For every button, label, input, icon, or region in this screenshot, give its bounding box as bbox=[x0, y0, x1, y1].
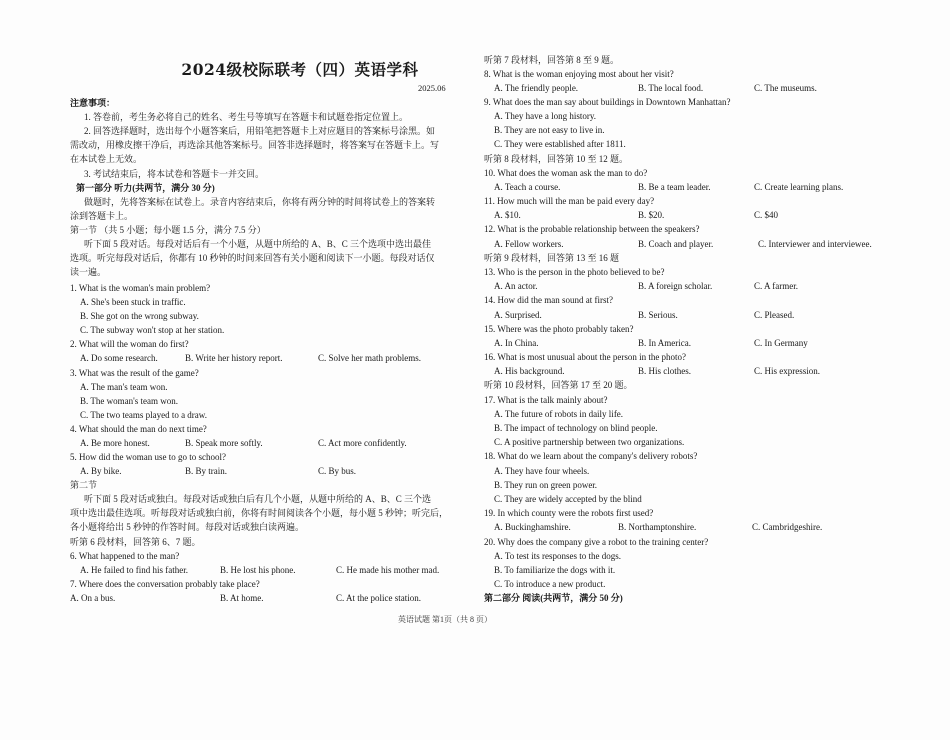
section2-instructions: 各小题将给出 5 秒钟的作答时间。每段对话或独白读两遍。 bbox=[70, 522, 305, 532]
option-c: C. Create learning plans. bbox=[754, 182, 844, 192]
material-instruction: 听第 9 段材料，回答第 13 至 16 题 bbox=[484, 253, 620, 263]
option-a: A. Fellow workers. bbox=[494, 239, 564, 249]
question-stem: 1. What is the woman's main problem? bbox=[70, 283, 211, 293]
option-b: B. Northamptonshire. bbox=[618, 522, 697, 532]
question-stem: 17. What is the talk mainly about? bbox=[484, 395, 608, 405]
option-c: C. By bus. bbox=[318, 466, 357, 476]
option-b: B. In America. bbox=[638, 338, 691, 348]
option-b: B. A foreign scholar. bbox=[638, 281, 713, 291]
part1-intro: 涂到答题卡上。 bbox=[70, 211, 134, 221]
option-a: A. They have four wheels. bbox=[494, 466, 590, 476]
question-stem: 10. What does the woman ask the man to do? bbox=[484, 168, 648, 178]
question-stem: 14. How did the man sound at first? bbox=[484, 295, 613, 305]
note-item: 3. 考试结束后，将本试卷和答题卡一并交回。 bbox=[84, 169, 265, 179]
question-stem: 16. What is most unusual about the person in the photo? bbox=[484, 352, 687, 362]
section1-instructions: 听下面 5 段对话。每段对话后有一个小题，从题中所给的 A、B、C 三个选项中选出最佳 bbox=[84, 239, 432, 249]
question-stem: 5. How did the woman use to go to school? bbox=[70, 452, 226, 462]
option-b: B. To familiarize the dogs with it. bbox=[494, 565, 616, 575]
option-a: A. An actor. bbox=[494, 281, 538, 291]
option-b: B. $20. bbox=[638, 210, 665, 220]
exam-title: 2024级校际联考（四）英语学科 bbox=[181, 60, 419, 79]
option-b: B. By train. bbox=[185, 466, 227, 476]
question-stem: 2. What will the woman do first? bbox=[70, 339, 189, 349]
note-item: 1. 答卷前，考生务必将自己的姓名、考生号等填写在答题卡和试题卷指定位置上。 bbox=[84, 112, 409, 122]
part2-heading: 第二部分 阅读(共两节，满分 50 分) bbox=[484, 593, 623, 603]
material-instruction: 听第 8 段材料，回答第 10 至 12 题。 bbox=[484, 154, 629, 164]
option-c: C. Solve her math problems. bbox=[318, 353, 421, 363]
option-c: C. A farmer. bbox=[754, 281, 798, 291]
option-b: B. His clothes. bbox=[638, 366, 691, 376]
option-a: A. His background. bbox=[494, 366, 565, 376]
option-b: B. Coach and player. bbox=[638, 239, 714, 249]
option-c: C. In Germany bbox=[754, 338, 808, 348]
option-a: A. The friendly people. bbox=[494, 83, 579, 93]
section2-instructions: 项中选出最佳选项。听每段对话或独白前，你将有时间阅读各个小题，每小题 5 秒钟；听完后， bbox=[70, 508, 449, 518]
option-c: C. The two teams played to a draw. bbox=[80, 410, 207, 420]
note-item: 2. 回答选择题时，选出每个小题答案后，用铅笔把答题卡上对应题目的答案标号涂黑。如 bbox=[84, 126, 436, 136]
material-instruction: 听第 7 段材料，回答第 8 至 9 题。 bbox=[484, 55, 620, 65]
part1-intro: 做题时，先将答案标在试卷上。录音内容结束后，你将有两分钟的时间将试卷上的答案转 bbox=[84, 197, 436, 207]
question-stem: 6. What happened to the man? bbox=[70, 551, 180, 561]
option-b: B. The impact of technology on blind people. bbox=[494, 423, 658, 433]
option-c: C. Pleased. bbox=[754, 310, 795, 320]
option-b: B. They run on green power. bbox=[494, 480, 598, 490]
option-a: A. In China. bbox=[494, 338, 539, 348]
question-stem: 15. Where was the photo probably taken? bbox=[484, 324, 634, 334]
option-b: B. They are not easy to live in. bbox=[494, 125, 605, 135]
question-stem: 20. Why does the company give a robot to the training center? bbox=[484, 537, 709, 547]
option-a: A. Do some research. bbox=[80, 353, 158, 363]
option-a: A. The man's team won. bbox=[80, 382, 168, 392]
exam-date: 2025.06 bbox=[418, 83, 446, 93]
option-c: C. To introduce a new product. bbox=[494, 579, 606, 589]
option-a: A. Surprised. bbox=[494, 310, 542, 320]
question-stem: 13. Who is the person in the photo believed to be? bbox=[484, 267, 665, 277]
option-c: C. The subway won't stop at her station. bbox=[80, 325, 225, 335]
question-stem: 7. Where does the conversation probably take place? bbox=[70, 579, 260, 589]
option-a: A. She's been stuck in traffic. bbox=[80, 297, 186, 307]
option-c: C. They are widely accepted by the blind bbox=[494, 494, 642, 504]
option-c: C. $40 bbox=[754, 210, 779, 220]
material-instruction: 听第 6 段材料，回答第 6、7 题。 bbox=[70, 537, 201, 547]
option-c: C. They were established after 1811. bbox=[494, 139, 626, 149]
note-item: 在本试卷上无效。 bbox=[70, 154, 143, 164]
option-a: A. The future of robots in daily life. bbox=[494, 409, 624, 419]
question-stem: 12. What is the probable relationship between the speakers? bbox=[484, 224, 700, 234]
question-stem: 18. What do we learn about the company's delivery robots? bbox=[484, 451, 698, 461]
option-a: A. Be more honest. bbox=[80, 438, 150, 448]
option-c: C. The museums. bbox=[754, 83, 817, 93]
part1-heading: 第一部分 听力(共两节，满分 30 分) bbox=[76, 183, 215, 193]
option-c: C. Cambridgeshire. bbox=[752, 522, 823, 532]
question-stem: 9. What does the man say about buildings in Downtown Manhattan? bbox=[484, 97, 731, 107]
option-b: B. The local food. bbox=[638, 83, 704, 93]
section1-heading: 第一节 （共 5 小题；每小题 1.5 分，满分 7.5 分） bbox=[70, 225, 266, 235]
option-b: B. Write her history report. bbox=[185, 353, 283, 363]
option-a: A. To test its responses to the dogs. bbox=[494, 551, 621, 561]
material-instruction: 听第 10 段材料，回答第 17 至 20 题。 bbox=[484, 380, 633, 390]
option-b: B. Be a team leader. bbox=[638, 182, 711, 192]
section1-instructions: 读一遍。 bbox=[70, 267, 107, 277]
option-b: B. Speak more softly. bbox=[185, 438, 263, 448]
option-a: A. $10. bbox=[494, 210, 521, 220]
question-stem: 8. What is the woman enjoying most about her visit? bbox=[484, 69, 674, 79]
option-c: C. A positive partnership between two organizations. bbox=[494, 437, 685, 447]
option-a: A. On a bus. bbox=[70, 593, 116, 603]
section2-heading: 第二节 bbox=[70, 480, 98, 490]
option-b: B. Serious. bbox=[638, 310, 678, 320]
note-item: 需改动，用橡皮擦干净后，再选涂其他答案标号。回答非选择题时，将答案写在答题卡上。写 bbox=[70, 140, 440, 150]
question-stem: 3. What was the result of the game? bbox=[70, 368, 199, 378]
option-c: C. Act more confidently. bbox=[318, 438, 407, 448]
option-a: A. By bike. bbox=[80, 466, 122, 476]
question-stem: 4. What should the man do next time? bbox=[70, 424, 207, 434]
page-footer: 英语试题 第1页（共 8 页） bbox=[398, 615, 492, 624]
question-stem: 11. How much will the man be paid every day? bbox=[484, 196, 655, 206]
option-b: B. At home. bbox=[220, 593, 264, 603]
notes-heading: 注意事项： bbox=[70, 98, 116, 108]
option-c: C. His expression. bbox=[754, 366, 820, 376]
option-c: C. At the police station. bbox=[336, 593, 421, 603]
option-a: A. Teach a course. bbox=[494, 182, 561, 192]
option-a: A. Buckinghamshire. bbox=[494, 522, 571, 532]
option-b: B. She got on the wrong subway. bbox=[80, 311, 199, 321]
section2-instructions: 听下面 5 段对话或独白。每段对话或独白后有几个小题，从题中所给的 A、B、C 三个选 bbox=[84, 494, 432, 504]
option-c: C. Interviewer and interviewee. bbox=[758, 239, 872, 249]
question-stem: 19. In which county were the robots first used? bbox=[484, 508, 654, 518]
option-b: B. He lost his phone. bbox=[220, 565, 296, 575]
option-c: C. He made his mother mad. bbox=[336, 565, 440, 575]
section1-instructions: 选项。听完每段对话后，你都有 10 秒钟的时间来回答有关小题和阅读下一小题。每段对话仅 bbox=[70, 253, 435, 263]
option-a: A. They have a long history. bbox=[494, 111, 596, 121]
option-b: B. The woman's team won. bbox=[80, 396, 178, 406]
option-a: A. He failed to find his father. bbox=[80, 565, 188, 575]
